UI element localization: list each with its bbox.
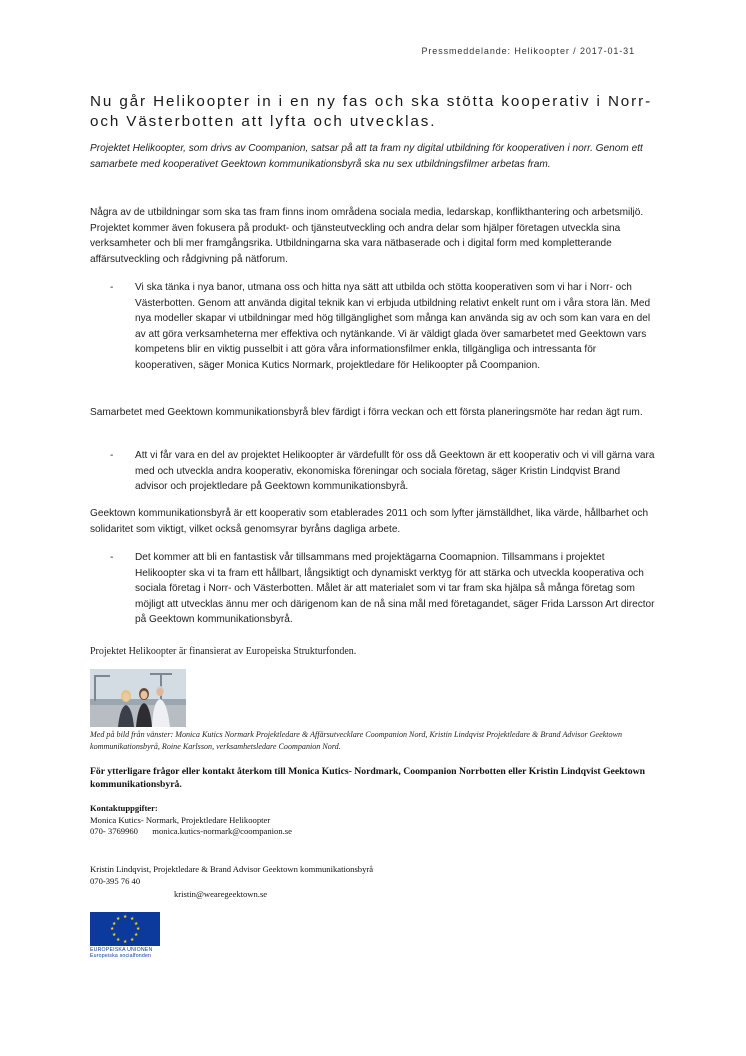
contact-block-2 xyxy=(90,864,590,887)
body-paragraph-3: Geektown kommunikationsbyrå är ett kooperativ som etablerades 2011 och som lyfter jämställdhet, lika värde, hållbarhet och solidaritet som viktigt, vilket också genomsyrar byråns dagliga arbete. xyxy=(90,508,649,535)
team-photo-illustration xyxy=(90,669,186,727)
contacts-label: Kontaktuppgifter: xyxy=(90,803,158,813)
body-paragraph-1: Några av de utbildningar som ska tas fram finns inom områdena sociala media, ledarskap, konflikthantering och arbetsmiljö. Projektet kommer även fokusera på produkt- och tjänsteutveckling och andra delar som hjälper företagen utveckla sina verksamheter och bli mer framgångsrika. Utbildningarna ska vara nätbaserade och i digital form med kompletterande affärsutveckling och rådgivning på nätforum. xyxy=(90,207,644,265)
team-photo xyxy=(90,669,186,727)
press-release-header: Pressmeddelande: Helikoopter / 2017-01-31 xyxy=(421,46,635,56)
body-paragraph-2: Samarbetet med Geektown kommunikationsbyrå blev färdigt i förra veckan och ett första planeringsmöte har redan ägt rum. xyxy=(90,407,643,418)
financing-note: Projektet Helikoopter är finansierat av Europeiska Strukturfonden. xyxy=(90,646,357,657)
contact-2-name: Kristin Lindqvist, Projektledare & Brand Advisor Geektown kommunikationsbyrå xyxy=(90,864,374,874)
page-title: Nu går Helikoopter in i en ny fas och ska stötta kooperativ i Norr- och Västerbotten att lyfta och utvecklas. xyxy=(90,93,653,130)
photo-caption: Med på bild från vänster: Monica Kutics Normark Projektledare & Affärsutvecklare Coompanion Nord, Kristin Lindqvist Projektledare & Brand Advisor Geektown kommunikationsbyrå, Roine Karlsson, verksamhetsledare Coompanion Nord. xyxy=(90,730,623,751)
contact-1-name: Monica Kutics- Normark, Projektledare Helikoopter xyxy=(90,814,271,825)
quote-dash-3: - xyxy=(110,552,114,563)
quote-dash-2: - xyxy=(110,450,114,461)
contact-1-email[interactable]: monica.kutics-normark@coompanion.se xyxy=(152,826,292,836)
eu-logo-line-1: EUROPEISKA UNIONEN xyxy=(90,947,153,953)
eu-flag-icon: ★ ★ ★ ★ ★ ★ ★ ★ ★ ★ ★ ★ xyxy=(90,912,160,946)
contact-2-phone: 070-395 76 40 xyxy=(90,875,141,886)
quote-paragraph-1: Vi ska tänka i nya banor, utmana oss och hitta nya sätt att utbilda och stötta kooperativen som vi har i Norr- och Västerbotten. Genom att använda digital teknik kan vi erbjuda utbildning relativt enkelt runt om i våra stora län. Med nya modeller skapar vi utbildningar med hög tillgänglighet som många kan använda sig av och som kan vara en del av att göra verksamheterna mer effektiva och nytänkande. Vi är väldigt glada över samarbetet med Geektown vars kompetens blir en viktig pusselbit i att göra våra informationsfilmer enkla, tillgängliga och intressanta för kooperativen, säger Monica Kutics Normark, projektledare för Helikoopter på Coompanion. xyxy=(135,282,651,371)
contact-1-phone: 070- 3769960 xyxy=(90,826,138,836)
contact-block-1 xyxy=(90,803,590,838)
quote-paragraph-3: Det kommer att bli en fantastisk vår tillsammans med projektägarna Coomapnion. Tillsammans i projektet Helikoopter ska vi ta fram ett hållbart, långsiktigt och dynamiskt verktyg för att stärka och utveckla kooperativa och sociala företag i Norr- och Västerbotten. Målet är att materialet som vi tar fram ska hjälpa så många företag som möjligt att utvecklas ännu mer och därigenom kan de nå sina mål med företagandet, säger Frida Larsson Art director på Geektown kommunikationsbyrå. xyxy=(135,552,655,626)
lead-paragraph: Projektet Helikoopter, som drivs av Coompanion, satsar på att ta fram ny digital utbildning för kooperativen i norr. Genom ett samarbete med kooperativet Geektown kommunikationsbyrå ska nu sex utbildningsfilmer arbetas fram. xyxy=(90,143,643,170)
contact-2-email[interactable]: kristin@wearegeektown.se xyxy=(174,889,268,899)
contact-1-details xyxy=(90,826,590,838)
more-info-text: För ytterligare frågor eller kontakt återkom till Monica Kutics- Nordmark, Coompanion Norrbotten eller Kristin Lindqvist Geektown kommunikationsbyrå. xyxy=(90,766,646,790)
eu-logo xyxy=(90,912,160,959)
eu-logo-line-2: Europeiska socialfonden xyxy=(90,953,152,959)
quote-dash-1: - xyxy=(110,282,114,293)
eu-logo-text xyxy=(90,947,160,959)
quote-paragraph-2: Att vi får vara en del av projektet Helikoopter är värdefullt för oss då Geektown är ett kooperativ och vi vill gärna vara med och utveckla andra kooperativ, ekonomiska föreningar och sociala företag, säger Kristin Lindqvist Brand advisor och projektledare på Geektown kommunikationsbyrå. xyxy=(135,450,655,493)
